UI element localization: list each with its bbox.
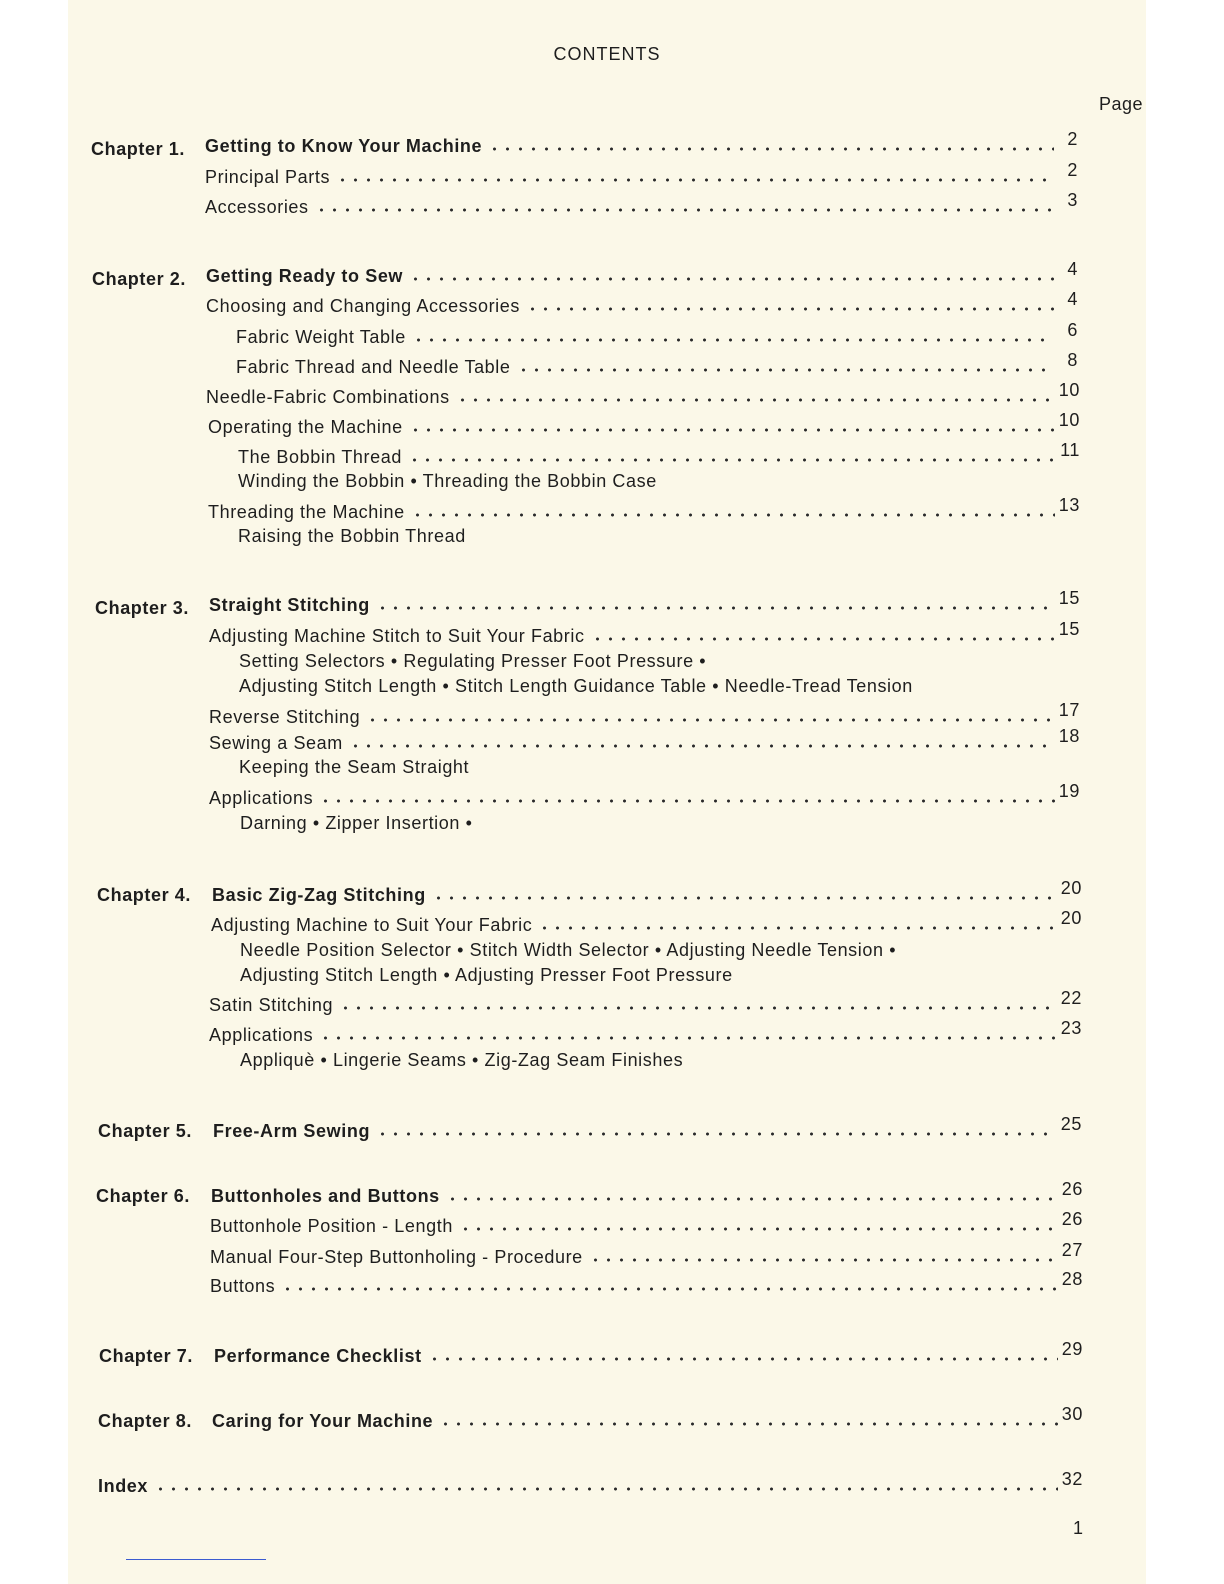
- toc-entry-page: 27: [1061, 1240, 1083, 1260]
- toc-entry-title: Basic Zig-Zag Stitching: [212, 885, 426, 905]
- toc-entry-page: 15: [1058, 588, 1080, 608]
- toc-entry-page: 25: [1060, 1114, 1082, 1134]
- leader-dots: [349, 730, 1055, 756]
- toc-entry[interactable]: [209, 1018, 1082, 1048]
- toc-entry-title: Choosing and Changing Accessories: [206, 296, 520, 316]
- toc-entry-page: 19: [1058, 781, 1080, 801]
- toc-entry-page: 22: [1060, 988, 1082, 1008]
- toc-entry[interactable]: [212, 878, 1082, 908]
- toc-entry[interactable]: [206, 289, 1078, 319]
- leader-dots: [376, 592, 1055, 618]
- toc-entry[interactable]: [213, 1114, 1082, 1144]
- toc-subtopics: Darning • Zipper Insertion •: [240, 813, 473, 833]
- toc-entry-page: 32: [1061, 1469, 1083, 1489]
- leader-dots: [411, 499, 1055, 525]
- toc-entry[interactable]: [209, 988, 1082, 1018]
- leader-dots: [591, 623, 1055, 649]
- toc-entry-page: 11: [1060, 440, 1080, 460]
- toc-entry-title: The Bobbin Thread: [238, 447, 402, 467]
- leader-dots: [408, 444, 1056, 470]
- toc-entry-page: 2: [1067, 160, 1078, 180]
- page-number: 1: [1073, 1518, 1084, 1538]
- toc-subtopics: Raising the Bobbin Thread: [238, 526, 466, 546]
- toc-entry-title: Sewing a Seam: [209, 733, 343, 753]
- toc-entry-page: 18: [1058, 726, 1080, 746]
- leader-dots: [517, 354, 1055, 380]
- document-page: [68, 0, 1146, 1584]
- toc-entry-page: 6: [1067, 320, 1078, 340]
- toc-entry-title: Satin Stitching: [209, 995, 334, 1015]
- toc-entry-page: 8: [1067, 350, 1078, 370]
- leader-dots: [409, 263, 1054, 289]
- leader-dots: [366, 704, 1055, 730]
- toc-entry[interactable]: [209, 588, 1080, 618]
- toc-entry-title: Adjusting Machine Stitch to Suit Your Fabric: [209, 626, 585, 646]
- toc-entry[interactable]: [206, 380, 1080, 410]
- leader-dots: [439, 1408, 1058, 1434]
- toc-entry[interactable]: [210, 1240, 1083, 1270]
- toc-entry-title: Manual Four-Step Buttonholing - Procedure: [210, 1247, 583, 1267]
- leader-dots: [339, 992, 1057, 1018]
- toc-entry[interactable]: [236, 320, 1078, 350]
- toc-entry[interactable]: [211, 1179, 1083, 1209]
- toc-subtopics: Setting Selectors • Regulating Presser Foot Pressure •: [239, 651, 707, 671]
- toc-entry-title: Straight Stitching: [209, 595, 370, 615]
- toc-entry[interactable]: [236, 350, 1078, 380]
- chapter-label: Chapter 6.: [96, 1186, 191, 1206]
- leader-dots: [538, 912, 1056, 938]
- toc-entry[interactable]: [211, 908, 1082, 938]
- toc-entry[interactable]: [210, 1269, 1083, 1299]
- toc-entry[interactable]: [205, 190, 1078, 220]
- leader-dots: [456, 384, 1055, 410]
- toc-subtopics: Keeping the Seam Straight: [239, 757, 470, 777]
- toc-entry-title: Getting to Know Your Machine: [205, 136, 483, 156]
- leader-dots: [376, 1118, 1057, 1144]
- toc-entry-page: 26: [1061, 1179, 1083, 1199]
- chapter-label: Chapter 7.: [99, 1346, 194, 1366]
- toc-entry[interactable]: [206, 259, 1078, 289]
- toc-entry[interactable]: [205, 129, 1078, 159]
- toc-entry[interactable]: [208, 495, 1080, 525]
- toc-entry-title: Free-Arm Sewing: [213, 1121, 371, 1141]
- leader-dots: [488, 133, 1054, 159]
- toc-subtopics: Adjusting Stitch Length • Stitch Length Guidance Table • Needle-Tread Tension: [239, 676, 913, 696]
- leader-dots: [154, 1473, 1058, 1499]
- toc-entry-page: 10: [1058, 380, 1080, 400]
- toc-entry-title: Buttonholes and Buttons: [211, 1186, 440, 1206]
- leader-dots: [336, 164, 1054, 190]
- leader-dots: [409, 414, 1055, 440]
- toc-entry-title: Threading the Machine: [208, 502, 405, 522]
- toc-entry-title: Principal Parts: [205, 167, 331, 187]
- chapter-label: Chapter 8.: [98, 1411, 193, 1431]
- toc-entry-page: 2: [1067, 129, 1078, 149]
- leader-dots: [526, 293, 1054, 319]
- toc-entry-title: Accessories: [205, 197, 309, 217]
- toc-entry-title: Getting Ready to Sew: [206, 266, 404, 286]
- toc-entry-page: 23: [1060, 1018, 1082, 1038]
- leader-dots: [281, 1273, 1058, 1299]
- leader-dots: [412, 324, 1054, 350]
- toc-subtopics: Appliquè • Lingerie Seams • Zig-Zag Seam Finishes: [240, 1050, 684, 1070]
- toc-entry-page: 10: [1058, 410, 1080, 430]
- toc-entry-page: 17: [1058, 700, 1080, 720]
- toc-entry-title: Needle-Fabric Combinations: [206, 387, 450, 407]
- toc-entry[interactable]: [205, 160, 1078, 190]
- toc-entry-title: Reverse Stitching: [209, 707, 361, 727]
- toc-entry-page: 29: [1061, 1339, 1083, 1359]
- toc-entry-page: 28: [1061, 1269, 1083, 1289]
- toc-entry[interactable]: [208, 410, 1080, 440]
- toc-entry-index[interactable]: [98, 1469, 1083, 1499]
- toc-entry-page: 13: [1058, 495, 1080, 515]
- underline-mark: [126, 1559, 266, 1560]
- leader-dots: [446, 1183, 1058, 1209]
- chapter-label: Chapter 4.: [97, 885, 192, 905]
- toc-entry-title: Fabric Weight Table: [236, 327, 406, 347]
- leader-dots: [319, 785, 1055, 811]
- toc-entry-page: 20: [1060, 878, 1082, 898]
- toc-entry[interactable]: [209, 726, 1080, 756]
- page-title: CONTENTS: [553, 44, 661, 64]
- toc-entry[interactable]: [238, 440, 1080, 470]
- toc-entry-title: Buttons: [210, 1276, 276, 1296]
- leader-dots: [319, 1022, 1057, 1048]
- toc-entry-page: 30: [1061, 1404, 1083, 1424]
- leader-dots: [432, 882, 1057, 908]
- toc-subtopics: Winding the Bobbin • Threading the Bobbin Case: [238, 471, 657, 491]
- toc-entry-title: Performance Checklist: [214, 1346, 422, 1366]
- toc-entry[interactable]: [209, 619, 1080, 649]
- toc-subtopics: Needle Position Selector • Stitch Width Selector • Adjusting Needle Tension •: [240, 940, 897, 960]
- toc-entry-title: Caring for Your Machine: [212, 1411, 434, 1431]
- toc-entry[interactable]: [209, 700, 1080, 730]
- toc-entry[interactable]: [212, 1404, 1083, 1434]
- toc-entry[interactable]: [210, 1209, 1083, 1239]
- chapter-label: Chapter 3.: [95, 598, 190, 618]
- toc-entry-page: 4: [1067, 259, 1078, 279]
- chapter-label: Chapter 2.: [92, 269, 187, 289]
- leader-dots: [428, 1343, 1058, 1369]
- toc-entry-page: 26: [1061, 1209, 1083, 1229]
- toc-entry-title: Fabric Thread and Needle Table: [236, 357, 511, 377]
- toc-entry[interactable]: [209, 781, 1080, 811]
- leader-dots: [315, 194, 1054, 220]
- toc-entry-title: Operating the Machine: [208, 417, 403, 437]
- toc-entry-page: 4: [1067, 289, 1078, 309]
- page-column-header: Page: [1099, 94, 1144, 114]
- chapter-label: Chapter 1.: [91, 139, 186, 159]
- chapter-label: Chapter 5.: [98, 1121, 193, 1141]
- toc-entry-page: 15: [1058, 619, 1080, 639]
- toc-entry-title: Buttonhole Position - Length: [210, 1216, 453, 1236]
- leader-dots: [459, 1213, 1058, 1239]
- toc-entry-title: Adjusting Machine to Suit Your Fabric: [211, 915, 533, 935]
- toc-subtopics: Adjusting Stitch Length • Adjusting Presser Foot Pressure: [240, 965, 733, 985]
- toc-entry-page: 20: [1060, 908, 1082, 928]
- toc-entry-page: 3: [1067, 190, 1078, 210]
- toc-entry-title: Applications: [209, 1025, 314, 1045]
- leader-dots: [589, 1244, 1058, 1270]
- toc-entry-title: Index: [98, 1476, 149, 1496]
- toc-entry[interactable]: [214, 1339, 1083, 1369]
- toc-entry-title: Applications: [209, 788, 314, 808]
